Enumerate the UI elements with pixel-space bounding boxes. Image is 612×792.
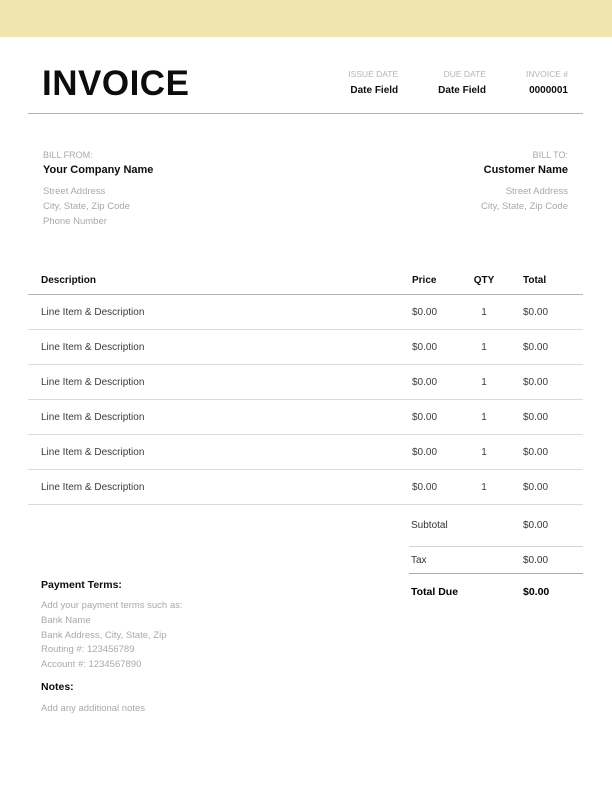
invoice-title: INVOICE [42, 64, 190, 103]
bill-to-address [481, 184, 568, 214]
table-row [28, 470, 583, 505]
subtotal-value: $0.00 [523, 520, 549, 531]
table-row [28, 295, 583, 330]
cell-qty: 1 [481, 411, 487, 423]
tax-row [409, 547, 583, 574]
cell-qty: 1 [481, 481, 487, 493]
subtotal-label: Subtotal [411, 520, 448, 531]
cell-total: $0.00 [523, 376, 549, 388]
column-header-price: Price [412, 275, 437, 286]
issue-date-field [348, 69, 398, 101]
issue-date-value: Date Field [350, 85, 399, 96]
payment-terms-line: Add your payment terms such as: [41, 600, 183, 611]
address-line: City, State, Zip Code [481, 201, 568, 212]
top-banner [0, 0, 612, 37]
address-line: Street Address [43, 186, 106, 197]
cell-description: Line Item & Description [41, 411, 145, 423]
invoice-number-field [526, 69, 568, 101]
tax-value: $0.00 [523, 554, 549, 566]
bill-from-label: BILL FROM: [43, 150, 93, 160]
notes-body: Add any additional notes [41, 702, 146, 714]
column-header-qty: QTY [473, 275, 495, 286]
bill-from-section [43, 150, 153, 229]
cell-total: $0.00 [523, 481, 549, 493]
table-row [28, 435, 583, 470]
cell-qty: 1 [481, 341, 487, 353]
column-header-description: Description [41, 275, 97, 286]
table-row [28, 330, 583, 365]
cell-price: $0.00 [412, 341, 438, 353]
subtotal-row [409, 505, 583, 547]
cell-total: $0.00 [523, 341, 549, 353]
cell-description: Line Item & Description [41, 376, 145, 388]
cell-total: $0.00 [523, 306, 549, 318]
header-divider [28, 113, 583, 114]
payment-terms-line: Account #: 1234567890 [41, 659, 142, 670]
billing-section [43, 150, 568, 229]
payment-terms-body [41, 599, 341, 673]
cell-price: $0.00 [412, 446, 438, 458]
total-due-label: Total Due [411, 586, 459, 598]
customer-name: Customer Name [483, 164, 568, 176]
cell-price: $0.00 [412, 376, 438, 388]
cell-qty: 1 [481, 376, 487, 388]
payment-terms-line: Bank Name [41, 614, 91, 626]
bill-to-label: BILL TO: [532, 150, 568, 160]
payment-terms-heading: Payment Terms: [41, 579, 122, 591]
bill-from-address [43, 184, 153, 229]
cell-description: Line Item & Description [41, 341, 145, 353]
cell-total: $0.00 [523, 446, 549, 458]
invoice-number-value: 0000001 [529, 85, 568, 96]
cell-qty: 1 [481, 446, 487, 458]
cell-total: $0.00 [523, 411, 549, 423]
payment-terms-line: Routing #: 123456789 [41, 644, 135, 656]
address-line: Street Address [505, 186, 568, 197]
invoice-number-label: INVOICE # [525, 69, 568, 79]
total-due-row [409, 574, 583, 610]
table-row [28, 365, 583, 400]
due-date-label: DUE DATE [443, 69, 486, 79]
cell-qty: 1 [481, 306, 487, 318]
address-line: Phone Number [43, 216, 107, 227]
tax-label: Tax [411, 554, 427, 566]
payment-terms-line: Bank Address, City, State, Zip [41, 629, 167, 641]
invoice-meta [348, 69, 568, 101]
cell-price: $0.00 [412, 411, 438, 423]
payment-terms-section [41, 578, 341, 717]
bill-to-section [481, 150, 568, 229]
totals-section [409, 505, 583, 610]
notes-heading: Notes: [41, 680, 74, 693]
address-line: City, State, Zip Code [43, 201, 130, 212]
issue-date-label: ISSUE DATE [348, 69, 399, 79]
cell-price: $0.00 [412, 481, 438, 493]
invoice-header [42, 37, 568, 101]
bottom-section [28, 505, 583, 735]
column-header-total: Total [523, 275, 547, 286]
company-name: Your Company Name [43, 164, 154, 176]
items-table-header [28, 267, 583, 295]
table-row [28, 400, 583, 435]
total-due-value: $0.00 [523, 586, 550, 598]
cell-description: Line Item & Description [41, 446, 145, 458]
items-table [28, 267, 583, 505]
due-date-field [438, 69, 486, 101]
cell-price: $0.00 [412, 306, 438, 318]
cell-description: Line Item & Description [41, 306, 145, 318]
cell-description: Line Item & Description [41, 481, 145, 493]
due-date-value: Date Field [438, 85, 486, 96]
